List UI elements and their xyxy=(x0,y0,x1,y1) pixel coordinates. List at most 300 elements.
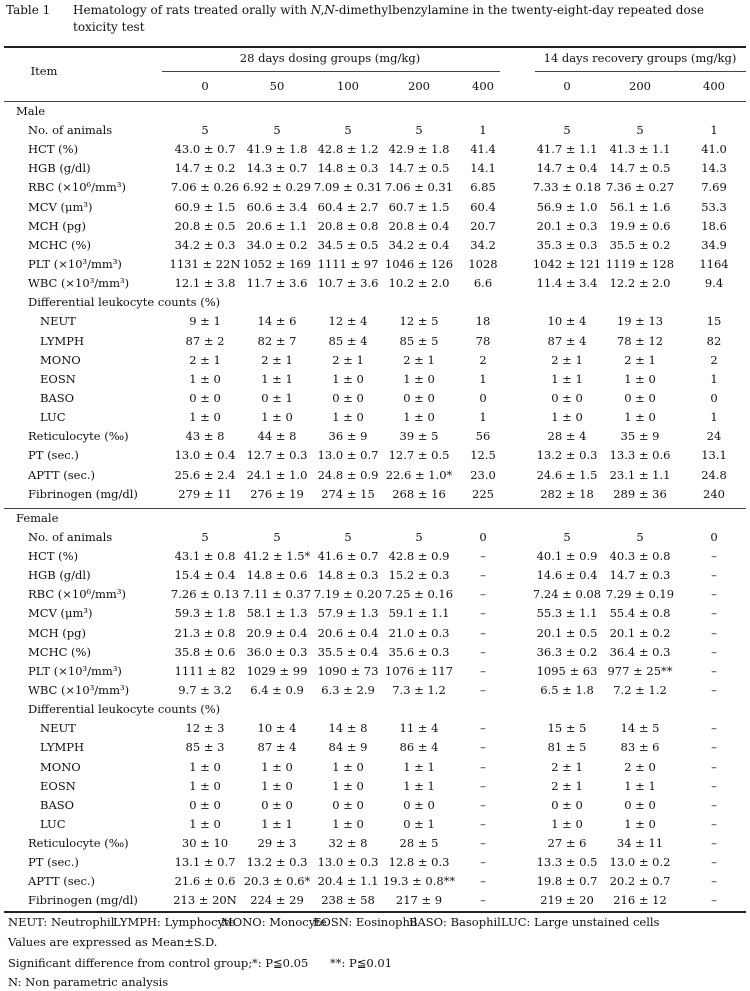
table-cell: 6.85 xyxy=(470,180,496,195)
table-cell: 57.9 ± 1.3 xyxy=(317,606,379,621)
table-cell: 20.4 ± 1.1 xyxy=(317,874,379,889)
table-cell: 35 ± 9 xyxy=(620,429,660,444)
table-cell: 10 ± 4 xyxy=(257,721,297,736)
significance-footnote xyxy=(8,955,392,971)
table-cell: 7.33 ± 0.18 xyxy=(532,180,602,195)
table-cell: 1046 ± 126 xyxy=(384,256,454,271)
table-cell: 12.2 ± 2.0 xyxy=(609,276,671,291)
table-cell: 1029 ± 99 xyxy=(246,663,308,678)
table-cell: 5 xyxy=(201,123,209,137)
row-label: Reticulocyte (‰) xyxy=(28,429,129,444)
table-row xyxy=(0,585,750,604)
table-row xyxy=(0,274,750,293)
table-cell: 0 ± 1 xyxy=(261,390,293,405)
table-cell: 213 ± 20N xyxy=(173,893,237,908)
table-cell: 78 ± 12 xyxy=(616,333,664,348)
row-label: MONO xyxy=(40,352,81,367)
table-cell: 20.8 ± 0.5 xyxy=(174,218,236,233)
table-row xyxy=(0,121,750,140)
table-cell: 19.3 ± 0.8** xyxy=(382,874,456,889)
table-cell: 78 xyxy=(475,333,491,348)
table-row xyxy=(0,528,750,547)
table-cell: – xyxy=(711,568,717,583)
table-cell: 41.0 xyxy=(701,142,727,157)
table-cell: 23.0 xyxy=(470,467,496,482)
row-label: PLT (×10³/mm³) xyxy=(28,663,122,678)
table-cell: 22.6 ± 1.0* xyxy=(385,467,453,482)
abbreviation-footnote xyxy=(8,914,661,930)
table-cell: 0 ± 0 xyxy=(189,797,221,812)
table-cell: – xyxy=(711,855,717,870)
table-cell: 12.8 ± 0.3 xyxy=(388,855,450,870)
top-rule xyxy=(4,46,746,48)
table-row xyxy=(0,178,750,197)
table-cell: 13.3 ± 0.6 xyxy=(609,448,671,463)
table-cell: 0 ± 0 xyxy=(551,390,583,405)
table-row xyxy=(0,796,750,815)
table-cell: 1 ± 0 xyxy=(189,371,221,386)
table-cell: – xyxy=(711,816,717,831)
table-cell: 40.1 ± 0.9 xyxy=(536,548,598,563)
table-cell: 14.7 ± 0.2 xyxy=(174,161,236,176)
table-cell: 35.5 ± 0.2 xyxy=(609,237,671,252)
table-cell: 86 ± 4 xyxy=(399,740,439,755)
table-cell: – xyxy=(711,644,717,659)
table-cell: 59.3 ± 1.8 xyxy=(174,606,236,621)
table-cell: 23.1 ± 1.1 xyxy=(609,467,671,482)
table-cell: 85 ± 5 xyxy=(399,333,439,348)
table-cell: 12.1 ± 3.8 xyxy=(174,276,236,291)
table-cell: 217 ± 9 xyxy=(395,893,443,908)
table-cell: – xyxy=(711,682,717,697)
table-cell: 18.6 xyxy=(701,218,727,233)
table-cell: 1 ± 1 xyxy=(403,778,435,793)
recovery-group-header: 14 days recovery groups (mg/kg) xyxy=(543,51,737,65)
row-label: Differential leukocyte counts (%) xyxy=(28,295,221,310)
table-row xyxy=(0,159,750,178)
table-cell: 1 xyxy=(710,123,718,137)
table-cell: 5 xyxy=(636,529,644,544)
table-cell: 12 ± 4 xyxy=(328,314,368,329)
table-cell: 1042 ± 121 xyxy=(532,256,602,271)
row-label: LYMPH xyxy=(40,333,85,348)
table-cell: 13.1 xyxy=(701,448,727,463)
table-cell: 1 ± 0 xyxy=(332,816,364,831)
table-row xyxy=(0,217,750,236)
table-cell: 14.3 xyxy=(701,161,727,176)
table-cell: 20.9 ± 0.4 xyxy=(246,625,308,640)
table-row xyxy=(0,777,750,796)
table-cell: 0 ± 0 xyxy=(624,797,656,812)
row-label: MCH (pg) xyxy=(28,218,86,233)
table-cell: 1 ± 0 xyxy=(261,778,293,793)
table-cell: 1 ± 0 xyxy=(624,371,656,386)
table-row xyxy=(0,466,750,485)
table-title xyxy=(73,2,742,36)
table-cell: 5 xyxy=(201,529,209,544)
table-cell: – xyxy=(480,663,486,678)
table-cell: 14.7 ± 0.4 xyxy=(536,161,598,176)
table-row xyxy=(0,566,750,585)
table-cell: 28 ± 4 xyxy=(547,429,587,444)
table-cell: 7.25 ± 0.16 xyxy=(384,587,454,602)
row-label: Fibrinogen (mg/dl) xyxy=(28,893,138,908)
table-cell: 34.2 ± 0.4 xyxy=(388,237,450,252)
table-cell: 12.7 ± 0.5 xyxy=(388,448,450,463)
table-cell: 11.4 ± 3.4 xyxy=(536,276,598,291)
table-row xyxy=(0,236,750,255)
table-cell: 21.0 ± 0.3 xyxy=(388,625,450,640)
table-cell: 81 ± 5 xyxy=(547,740,587,755)
table-row xyxy=(0,872,750,891)
table-cell: 1 ± 0 xyxy=(332,410,364,425)
table-row xyxy=(0,834,750,853)
table-cell: 1111 ± 82 xyxy=(174,663,236,678)
table-cell: 84 ± 9 xyxy=(328,740,368,755)
dosing-group-header: 28 days dosing groups (mg/kg) xyxy=(239,51,421,65)
table-cell: 9.4 xyxy=(704,276,724,291)
abbreviation-item: LUC: Large unstained cells xyxy=(501,915,660,929)
row-label: Differential leukocyte counts (%) xyxy=(28,702,221,717)
table-cell: 5 xyxy=(415,529,423,544)
table-cell: – xyxy=(480,548,486,563)
table-cell: 43 ± 8 xyxy=(185,429,225,444)
table-cell: 10 ± 4 xyxy=(547,314,587,329)
table-cell: 5 xyxy=(563,529,571,544)
table-row xyxy=(0,604,750,623)
table-row xyxy=(0,681,750,700)
table-cell: 41.4 xyxy=(470,142,496,157)
table-cell: 60.4 xyxy=(470,199,496,214)
table-cell: 1076 ± 117 xyxy=(384,663,454,678)
row-label: MCH (pg) xyxy=(28,625,86,640)
table-cell: 6.4 ± 0.9 xyxy=(250,682,304,697)
table-cell: 43.1 ± 0.8 xyxy=(174,548,236,563)
table-cell: – xyxy=(711,606,717,621)
row-label: BASO xyxy=(40,390,75,405)
table-cell: 41.7 ± 1.1 xyxy=(536,142,598,157)
table-row xyxy=(0,370,750,389)
table-cell: 15.4 ± 0.4 xyxy=(174,568,236,583)
table-cell: 7.69 xyxy=(701,180,727,195)
table-cell: – xyxy=(711,740,717,755)
dose-header: 100 xyxy=(337,79,359,93)
table-cell: 20.1 ± 0.5 xyxy=(536,625,598,640)
row-label: HGB (g/dl) xyxy=(28,568,91,583)
abbreviation-item: EOSN: Eosinophil xyxy=(313,915,418,929)
table-cell: 85 ± 3 xyxy=(185,740,225,755)
table-cell: 5 xyxy=(563,123,571,137)
abbreviation-item: MONO: Monocyte xyxy=(221,915,327,929)
table-cell: 24.6 ± 1.5 xyxy=(536,467,598,482)
table-cell: 5 xyxy=(273,123,281,137)
table-cell: – xyxy=(480,816,486,831)
table-cell: 1 xyxy=(479,371,487,386)
row-label: Reticulocyte (‰) xyxy=(28,836,129,851)
table-cell: – xyxy=(711,759,717,774)
table-cell: 29 ± 3 xyxy=(257,836,297,851)
table-cell: 60.7 ± 1.5 xyxy=(388,199,450,214)
bottom-rule xyxy=(4,911,746,913)
table-cell: 59.1 ± 1.1 xyxy=(388,606,450,621)
table-cell: 20.2 ± 0.7 xyxy=(609,874,671,889)
table-cell: 28 ± 5 xyxy=(399,836,439,851)
table-cell: 36.4 ± 0.3 xyxy=(609,644,671,659)
table-cell: 87 ± 4 xyxy=(547,333,587,348)
table-cell: 14.8 ± 0.6 xyxy=(246,568,308,583)
table-cell: 1 ± 0 xyxy=(332,778,364,793)
dosing-subrule xyxy=(162,71,500,72)
row-label: HCT (%) xyxy=(28,548,79,563)
table-cell: 0 ± 0 xyxy=(189,390,221,405)
table-cell: 34.9 xyxy=(701,237,727,252)
table-cell: 1 ± 0 xyxy=(403,371,435,386)
table-cell: 15 ± 5 xyxy=(547,721,587,736)
table-cell: 14.7 ± 0.5 xyxy=(388,161,450,176)
row-label: No. of animals xyxy=(28,529,113,544)
table-cell: 42.8 ± 1.2 xyxy=(317,142,379,157)
table-cell: 1 ± 0 xyxy=(624,410,656,425)
table-cell: 19 ± 13 xyxy=(616,314,664,329)
table-cell: 1 ± 1 xyxy=(403,759,435,774)
table-number: Table 1 xyxy=(6,3,51,17)
table-cell: 1 ± 1 xyxy=(551,371,583,386)
row-label: LUC xyxy=(40,410,66,425)
table-cell: 13.0 ± 0.7 xyxy=(317,448,379,463)
table-cell: 19.8 ± 0.7 xyxy=(536,874,598,889)
table-cell: 10.7 ± 3.6 xyxy=(317,276,379,291)
table-cell: 41.2 ± 1.5* xyxy=(243,548,311,563)
table-cell: 39 ± 5 xyxy=(399,429,439,444)
table-cell: 2 ± 1 xyxy=(403,352,435,367)
table-row xyxy=(0,140,750,159)
table-cell: 7.29 ± 0.19 xyxy=(605,587,675,602)
table-cell: 34.0 ± 0.2 xyxy=(246,237,308,252)
row-label: MCHC (%) xyxy=(28,644,91,659)
table-cell: 2 ± 1 xyxy=(189,352,221,367)
table-cell: 14.7 ± 0.3 xyxy=(609,568,671,583)
row-label: MONO xyxy=(40,759,81,774)
table-cell: 14.6 ± 0.4 xyxy=(536,568,598,583)
table-cell: 21.3 ± 0.8 xyxy=(174,625,236,640)
row-label: MCV (μm³) xyxy=(28,199,93,214)
table-cell: 24.8 ± 0.9 xyxy=(317,467,379,482)
table-body xyxy=(0,102,750,911)
table-cell: 7.2 ± 1.2 xyxy=(613,682,667,697)
table-cell: 32 ± 8 xyxy=(328,836,368,851)
row-label: LYMPH xyxy=(40,740,85,755)
table-cell: 2 ± 1 xyxy=(624,352,656,367)
table-cell: 5 xyxy=(636,123,644,137)
table-cell: 42.9 ± 1.8 xyxy=(388,142,450,157)
table-cell: 7.36 ± 0.27 xyxy=(605,180,675,195)
sig-single: *: P≦0.05 xyxy=(252,956,309,970)
table-cell: 34.5 ± 0.5 xyxy=(317,237,379,252)
table-cell: – xyxy=(480,874,486,889)
title-part: Hematology of rats treated orally with xyxy=(73,3,311,17)
table-cell: 1 ± 1 xyxy=(624,778,656,793)
table-cell: 83 ± 6 xyxy=(620,740,660,755)
table-cell: 15.2 ± 0.3 xyxy=(388,568,450,583)
abbreviation-item: NEUT: Neutrophil xyxy=(8,915,115,929)
table-cell: 1 ± 0 xyxy=(189,816,221,831)
section-header xyxy=(0,509,750,528)
table-cell: 2 ± 1 xyxy=(551,352,583,367)
table-cell: 14 ± 6 xyxy=(257,314,297,329)
table-row xyxy=(0,624,750,643)
table-cell: 1 ± 0 xyxy=(332,759,364,774)
table-cell: 7.11 ± 0.37 xyxy=(242,587,312,602)
table-cell: 14.8 ± 0.3 xyxy=(317,161,379,176)
table-cell: 35.5 ± 0.4 xyxy=(317,644,379,659)
table-cell: 20.3 ± 0.6* xyxy=(243,874,311,889)
table-row xyxy=(0,758,750,777)
table-cell: 14 ± 8 xyxy=(328,721,368,736)
table-cell: 5 xyxy=(415,123,423,137)
dose-header: 0 xyxy=(563,79,571,93)
table-cell: – xyxy=(711,663,717,678)
table-cell: 55.3 ± 1.1 xyxy=(536,606,598,621)
table-cell: 55.4 ± 0.8 xyxy=(609,606,671,621)
table-cell: 279 ± 11 xyxy=(178,486,232,501)
table-cell: 224 ± 29 xyxy=(250,893,304,908)
table-cell: 0 xyxy=(710,529,718,544)
table-row xyxy=(0,427,750,446)
table-cell: 0 ± 0 xyxy=(403,797,435,812)
table-cell: 225 xyxy=(472,486,494,501)
row-label: MCHC (%) xyxy=(28,237,91,252)
table-cell: 1 ± 1 xyxy=(261,371,293,386)
table-cell: – xyxy=(480,855,486,870)
table-row xyxy=(0,719,750,738)
table-cell: 13.0 ± 0.4 xyxy=(174,448,236,463)
table-cell: 24 xyxy=(706,429,722,444)
table-cell: – xyxy=(711,874,717,889)
table-cell: 5 xyxy=(344,123,352,137)
table-cell: 5 xyxy=(273,529,281,544)
table-cell: 0 xyxy=(479,529,487,544)
table-cell: 274 ± 15 xyxy=(321,486,375,501)
table-row xyxy=(0,700,750,719)
table-cell: 40.3 ± 0.8 xyxy=(609,548,671,563)
table-cell: 42.8 ± 0.9 xyxy=(388,548,450,563)
table-row xyxy=(0,332,750,351)
table-cell: 7.09 ± 0.31 xyxy=(313,180,383,195)
table-cell: 14.7 ± 0.5 xyxy=(609,161,671,176)
table-cell: 34.2 ± 0.3 xyxy=(174,237,236,252)
dose-header: 200 xyxy=(408,79,430,93)
table-row xyxy=(0,891,750,910)
table-row xyxy=(0,662,750,681)
table-cell: 1095 ± 63 xyxy=(536,663,598,678)
table-cell: 1131 ± 22N xyxy=(169,256,241,271)
table-cell: 12.7 ± 0.3 xyxy=(246,448,308,463)
table-row xyxy=(0,446,750,465)
table-cell: 30 ± 10 xyxy=(181,836,229,851)
table-cell: 289 ± 36 xyxy=(613,486,667,501)
table-cell: – xyxy=(711,548,717,563)
table-cell: 0 ± 0 xyxy=(551,797,583,812)
table-cell: 60.9 ± 1.5 xyxy=(174,199,236,214)
table-cell: – xyxy=(480,606,486,621)
table-cell: 34 ± 11 xyxy=(616,836,664,851)
table-cell: 1 xyxy=(710,410,718,425)
table-cell: 41.9 ± 1.8 xyxy=(246,142,308,157)
table-cell: 2 ± 1 xyxy=(261,352,293,367)
row-label: WBC (×10³/mm³) xyxy=(28,682,130,697)
row-label: WBC (×10³/mm³) xyxy=(28,276,130,291)
table-cell: – xyxy=(480,721,486,736)
table-cell: 19.9 ± 0.6 xyxy=(609,218,671,233)
table-cell: 7.06 ± 0.26 xyxy=(170,180,240,195)
table-cell: – xyxy=(711,721,717,736)
table-cell: 9.7 ± 3.2 xyxy=(178,682,232,697)
table-cell: 53.3 xyxy=(701,199,727,214)
row-label: HCT (%) xyxy=(28,142,79,157)
row-label: LUC xyxy=(40,816,66,831)
table-cell: 282 ± 18 xyxy=(540,486,594,501)
table-row xyxy=(0,643,750,662)
table-cell: 10.2 ± 2.0 xyxy=(388,276,450,291)
table-cell: 24.8 xyxy=(701,467,727,482)
dose-header: 50 xyxy=(269,79,285,93)
table-cell: 2 ± 1 xyxy=(551,759,583,774)
table-cell: 1 ± 0 xyxy=(189,759,221,774)
table-cell: 58.1 ± 1.3 xyxy=(246,606,308,621)
table-cell: 34.2 xyxy=(470,237,496,252)
row-label: No. of animals xyxy=(28,123,113,137)
table-cell: 13.2 ± 0.3 xyxy=(246,855,308,870)
table-cell: 1111 ± 97 xyxy=(317,256,379,271)
table-cell: 27 ± 6 xyxy=(547,836,587,851)
table-cell: 219 ± 20 xyxy=(540,893,594,908)
table-cell: 2 ± 0 xyxy=(624,759,656,774)
table-row xyxy=(0,312,750,331)
section-header xyxy=(0,102,750,121)
table-cell: 1119 ± 128 xyxy=(605,256,675,271)
section-label: Male xyxy=(16,104,46,118)
table-cell: 56 xyxy=(475,429,491,444)
values-footnote: Values are expressed as Mean±S.D. xyxy=(8,935,218,949)
table-cell: 36 ± 9 xyxy=(328,429,368,444)
table-cell: 44 ± 8 xyxy=(257,429,297,444)
table-cell: 13.3 ± 0.5 xyxy=(536,855,598,870)
row-label: EOSN xyxy=(40,778,76,793)
table-cell: 36.0 ± 0.3 xyxy=(246,644,308,659)
abbreviation-item: LYMPH: Lymphocyte xyxy=(113,915,236,929)
table-cell: 7.06 ± 0.31 xyxy=(384,180,454,195)
table-cell: – xyxy=(480,759,486,774)
significance-label: Significant difference from control group; xyxy=(8,956,253,970)
sig-double: **: P≦0.01 xyxy=(330,956,393,970)
table-cell: – xyxy=(711,587,717,602)
table-cell: 14 ± 5 xyxy=(620,721,660,736)
table-row xyxy=(0,738,750,757)
table-cell: 1 ± 0 xyxy=(332,371,364,386)
row-label: APTT (sec.) xyxy=(28,874,96,889)
row-label: APTT (sec.) xyxy=(28,467,96,482)
table-cell: 9 ± 1 xyxy=(189,314,221,329)
table-cell: 24.1 ± 1.0 xyxy=(246,467,308,482)
table-row xyxy=(0,389,750,408)
table-cell: 1164 xyxy=(699,256,729,271)
table-cell: 1 xyxy=(479,410,487,425)
row-label: PT (sec.) xyxy=(28,448,79,463)
table-cell: 216 ± 12 xyxy=(613,893,667,908)
row-label: RBC (×10⁶/mm³) xyxy=(28,180,126,195)
row-label: Fibrinogen (mg/dl) xyxy=(28,486,138,501)
table-cell: 11 ± 4 xyxy=(399,721,439,736)
